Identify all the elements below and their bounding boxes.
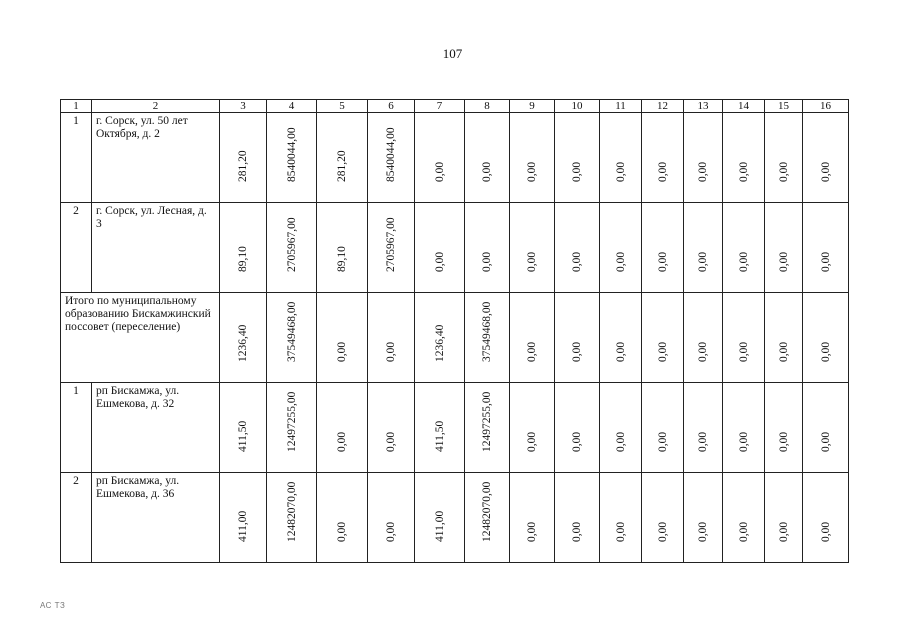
table-row	[61, 203, 849, 293]
row-number-cell: 1	[61, 383, 92, 473]
value-cell	[465, 383, 510, 473]
value-cell	[220, 473, 267, 563]
value-text: 8540044,00	[285, 127, 298, 182]
address-cell: г. Сорск, ул. 50 лет Октября, д. 2	[92, 113, 220, 203]
value-cell	[465, 473, 510, 563]
column-header: 11	[600, 100, 642, 113]
value-cell	[415, 293, 465, 383]
value-text: 0,00	[433, 161, 446, 182]
value-text: 0,00	[697, 161, 709, 182]
value-text: 89,10	[336, 246, 348, 272]
value-text: 0,00	[614, 251, 627, 272]
value-text: 2705967,00	[385, 217, 397, 272]
value-text: 37549468,00	[285, 301, 298, 362]
value-text: 0,00	[819, 431, 832, 452]
value-text: 0,00	[656, 341, 669, 362]
column-header: 16	[803, 100, 849, 113]
value-text: 0,00	[526, 161, 538, 182]
value-cell	[267, 113, 317, 203]
value-cell	[465, 293, 510, 383]
value-cell	[642, 203, 684, 293]
value-text: 12497255,00	[285, 391, 298, 452]
value-text: 0,00	[336, 521, 348, 542]
value-text: 0,00	[697, 251, 709, 272]
column-header: 3	[220, 100, 267, 113]
value-text: 0,00	[656, 251, 669, 272]
value-cell	[368, 113, 415, 203]
column-header: 4	[267, 100, 317, 113]
table-body	[61, 100, 849, 563]
value-cell	[317, 203, 368, 293]
value-text: 0,00	[819, 341, 832, 362]
value-text: 0,00	[481, 161, 493, 182]
value-text: 411,50	[237, 420, 249, 452]
total-row	[61, 293, 849, 383]
value-cell	[415, 383, 465, 473]
value-cell	[765, 383, 803, 473]
value-cell	[267, 473, 317, 563]
value-text: 0,00	[737, 431, 750, 452]
value-text: 0,00	[571, 521, 583, 542]
column-header: 12	[642, 100, 684, 113]
value-text: 0,00	[336, 341, 348, 362]
value-text: 0,00	[385, 341, 397, 362]
value-text: 0,00	[526, 341, 538, 362]
value-text: 0,00	[526, 521, 538, 542]
value-cell	[600, 473, 642, 563]
value-text: 0,00	[737, 161, 750, 182]
value-cell	[267, 383, 317, 473]
row-number-cell: 1	[61, 113, 92, 203]
value-text: 0,00	[481, 251, 493, 272]
value-cell	[220, 293, 267, 383]
value-text: 0,00	[777, 521, 790, 542]
value-text: 2705967,00	[285, 217, 298, 272]
value-cell	[803, 473, 849, 563]
row-number-cell: 2	[61, 473, 92, 563]
value-cell	[684, 113, 723, 203]
page-number: 107	[442, 46, 463, 61]
value-cell	[368, 293, 415, 383]
table-row	[61, 113, 849, 203]
value-text: 0,00	[777, 341, 790, 362]
value-text: 0,00	[526, 251, 538, 272]
value-cell	[368, 473, 415, 563]
value-cell	[765, 113, 803, 203]
column-header: 1	[61, 100, 92, 113]
column-header: 14	[723, 100, 765, 113]
value-cell	[765, 203, 803, 293]
value-cell	[510, 383, 555, 473]
column-header: 9	[510, 100, 555, 113]
value-text: 0,00	[385, 431, 397, 452]
value-cell	[220, 383, 267, 473]
table-row	[61, 383, 849, 473]
value-text: 0,00	[656, 431, 669, 452]
value-text: 1236,40	[433, 324, 446, 362]
value-text: 0,00	[656, 521, 669, 542]
value-cell	[317, 293, 368, 383]
value-cell	[684, 203, 723, 293]
value-cell	[684, 473, 723, 563]
value-text: 12482070,00	[481, 481, 493, 542]
value-cell	[803, 203, 849, 293]
value-cell	[684, 293, 723, 383]
value-text: 12482070,00	[285, 481, 298, 542]
value-cell	[267, 293, 317, 383]
value-cell	[723, 293, 765, 383]
value-text: 1236,40	[237, 324, 249, 362]
value-cell	[415, 113, 465, 203]
value-cell	[510, 113, 555, 203]
value-cell	[723, 473, 765, 563]
value-text: 0,00	[697, 521, 709, 542]
value-text: 0,00	[819, 161, 832, 182]
row-number-cell: 2	[61, 203, 92, 293]
value-cell	[555, 473, 600, 563]
value-cell	[555, 203, 600, 293]
value-text: 0,00	[571, 161, 583, 182]
column-header: 13	[684, 100, 723, 113]
value-cell	[510, 473, 555, 563]
value-text: 411,00	[237, 510, 249, 542]
value-cell	[510, 293, 555, 383]
value-cell	[555, 383, 600, 473]
value-cell	[723, 113, 765, 203]
column-header: 6	[368, 100, 415, 113]
value-text: 0,00	[777, 161, 790, 182]
value-text: 0,00	[819, 251, 832, 272]
value-cell	[803, 383, 849, 473]
value-text: 0,00	[737, 251, 750, 272]
value-cell	[600, 383, 642, 473]
column-header: 5	[317, 100, 368, 113]
value-text: 37549468,00	[481, 301, 493, 362]
value-text: 89,10	[237, 246, 249, 272]
address-cell: рп Бискамжа, ул. Ешмекова, д. 36	[92, 473, 220, 563]
value-text: 281,20	[336, 150, 348, 182]
value-cell	[317, 473, 368, 563]
value-text: 281,20	[237, 150, 249, 182]
value-cell	[765, 293, 803, 383]
value-text: 0,00	[697, 431, 709, 452]
value-cell	[642, 113, 684, 203]
value-text: 0,00	[656, 161, 669, 182]
value-text: 0,00	[614, 431, 627, 452]
column-header: 10	[555, 100, 600, 113]
value-text: 0,00	[737, 521, 750, 542]
value-text: 411,50	[433, 420, 446, 452]
value-text: 411,00	[433, 510, 446, 542]
value-text: 0,00	[385, 521, 397, 542]
value-text: 8540044,00	[385, 127, 397, 182]
value-cell	[600, 203, 642, 293]
value-cell	[642, 293, 684, 383]
column-header: 2	[92, 100, 220, 113]
value-text: 0,00	[433, 251, 446, 272]
footer-stamp: АС ТЗ	[40, 601, 66, 610]
table-row	[61, 473, 849, 563]
value-cell	[317, 383, 368, 473]
address-cell: г. Сорск, ул. Лесная, д. 3	[92, 203, 220, 293]
value-text: 0,00	[614, 161, 627, 182]
column-header: 15	[765, 100, 803, 113]
column-header: 7	[415, 100, 465, 113]
value-cell	[368, 203, 415, 293]
value-text: 0,00	[819, 521, 832, 542]
value-text: 0,00	[614, 521, 627, 542]
value-cell	[465, 113, 510, 203]
value-text: 0,00	[526, 431, 538, 452]
value-text: 0,00	[737, 341, 750, 362]
value-cell	[368, 383, 415, 473]
value-cell	[642, 473, 684, 563]
value-cell	[267, 203, 317, 293]
total-label-cell: Итого по муниципальному образованию Бискамжинский поссовет (переселение)	[61, 293, 220, 383]
value-text: 0,00	[336, 431, 348, 452]
value-text: 0,00	[697, 341, 709, 362]
value-text: 12497255,00	[481, 391, 493, 452]
column-header: 8	[465, 100, 510, 113]
column-numbers-row	[61, 100, 849, 113]
value-cell	[803, 293, 849, 383]
value-text: 0,00	[571, 341, 583, 362]
value-cell	[555, 113, 600, 203]
value-cell	[642, 383, 684, 473]
value-cell	[465, 203, 510, 293]
value-text: 0,00	[614, 341, 627, 362]
value-text: 0,00	[571, 431, 583, 452]
value-cell	[684, 383, 723, 473]
value-cell	[765, 473, 803, 563]
value-cell	[555, 293, 600, 383]
value-cell	[220, 113, 267, 203]
value-cell	[415, 473, 465, 563]
value-cell	[510, 203, 555, 293]
value-cell	[220, 203, 267, 293]
value-cell	[415, 203, 465, 293]
value-cell	[600, 113, 642, 203]
value-text: 0,00	[571, 251, 583, 272]
value-cell	[600, 293, 642, 383]
value-cell	[723, 203, 765, 293]
value-cell	[723, 383, 765, 473]
value-cell	[317, 113, 368, 203]
address-cell: рп Бискамжа, ул. Ешмекова, д. 32	[92, 383, 220, 473]
value-text: 0,00	[777, 251, 790, 272]
value-cell	[803, 113, 849, 203]
value-text: 0,00	[777, 431, 790, 452]
housing-register-table	[60, 99, 849, 563]
